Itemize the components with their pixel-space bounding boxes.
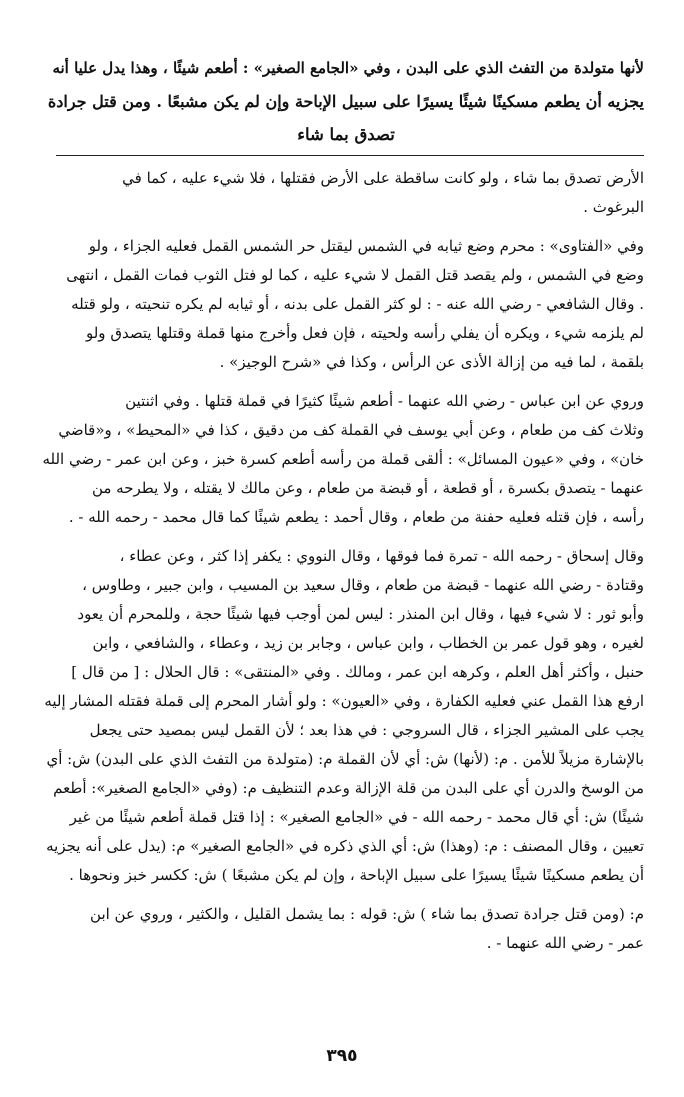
commentary-line: وفي «الفتاوى» : محرم وضع ثيابه في الشمس ليقتل حر الشمس القمل فعليه الجزاء ، ولو — [88, 237, 644, 255]
commentary-line: أن يطعم مسكينًا شيئًا يسيرًا على سبيل الإباحة ، وإن لم يكن مشبعًا ) ش: ككسر خبز ونحوها . — [69, 866, 644, 884]
commentary-line: بالإشارة مزيلاً للأمن . م: (لأنها) ش: أي لأن القملة م: (متولدة من التفث الذي على البدن) ش: أي — [46, 750, 644, 768]
commentary-paragraph — [40, 900, 644, 958]
page-number: ٣٩٥ — [326, 1046, 358, 1066]
commentary-line: ارفع هذا القمل عني فعليه الكفارة ، وفي «العيون» : ولو أشار المحرم إلى قملة فقتله المشار إليه — [44, 692, 644, 710]
commentary-line: م: (ومن قتل جرادة تصدق بما شاء ) ش: قوله : بما يشمل القليل ، والكثير ، وروي عن ابن — [90, 905, 644, 923]
commentary-line: من الوسخ والدرن أي على البدن من قلة الإزالة وعدم التنظيف م: (وفي «الجامع الصغير»: أطعم — [53, 779, 644, 797]
commentary-block — [40, 164, 644, 968]
commentary-line: وقال إسحاق - رحمه الله - تمرة فما فوقها ، وقال النووي : يكفر إذا كثر ، وعن عطاء ، — [119, 547, 644, 565]
main-text-line: يجزيه أن يطعم مسكينًا شيئًا يسيرًا على سبيل الإباحة وإن لم يكن مشبعًا . ومن قتل جرادة — [48, 92, 644, 111]
commentary-line: يجب على المشير الجزاء ، قال السروجي : في هذا بعد ؛ لأن القمل ليس بمصيد حتى يجعل — [89, 721, 644, 739]
commentary-line: رأسه ، فإن قتله فعليه حفنة من طعام ، وقال أحمد : يطعم شيئًا كما قال محمد - رحمه الله - . — [68, 508, 644, 526]
commentary-line: شيئًا) ش: أي قال محمد - رحمه الله - في «الجامع الصغير» : إذا قتل قملة أطعم شيئًا من غير — [69, 808, 644, 826]
main-text-line: لأنها متولدة من التفث الذي على البدن ، وفي «الجامع الصغير» : أطعم شيئًا ، وهذا يدل عليا أنه — [52, 59, 644, 77]
main-text-line: تصدق بما شاء — [297, 125, 395, 144]
commentary-line: عمر - رضي الله عنهما - . — [486, 934, 644, 952]
commentary-paragraph — [40, 232, 644, 377]
commentary-line: البرغوث . — [583, 198, 644, 216]
commentary-line: عنهما - يتصدق بكسرة ، أو قطعة ، أو قبضة من طعام ، وعن مالك لا يقتله ، ولا يطرحه من — [91, 479, 644, 497]
commentary-line: وأبو ثور : لا شيء فيها ، وقال ابن المنذر : ليس لمن أوجب فيها شيئًا حجة ، وللمحرم أن يعود — [77, 605, 644, 623]
commentary-line: الأرض تصدق بما شاء ، ولو كانت ساقطة على الأرض فقتلها ، فلا شيء عليه ، كما في — [122, 169, 644, 187]
separator-rule — [56, 155, 644, 156]
commentary-line: لغيره ، وهو قول عمر بن الخطاب ، وابن عباس ، وجابر بن زيد ، وعطاء ، والشافعي ، وابن — [92, 634, 644, 652]
commentary-line: وقتادة - رضي الله عنهما - قبضة من طعام ، وقال سعيد بن المسيب ، وابن جبير ، وطاوس ، — [82, 576, 644, 594]
commentary-line: تعيين ، وقال المصنف : م: (وهذا) ش: أي الذي ذكره في «الجامع الصغير» م: (يدل على أنه يجزيه — [46, 837, 644, 855]
commentary-line: حنبل ، وأكثر أهل العلم ، وكرهه ابن عمر ، ومالك . وفي «المنتقى» : قال الحلال : [ من قال ] — [71, 663, 644, 681]
commentary-line: وثلاث كف من طعام ، وعن أبي يوسف في القملة كف من دقيق ، كذا في «المحيط» ، و«قاضي — [58, 421, 644, 439]
commentary-paragraph — [40, 164, 644, 222]
commentary-line: بلقمة ، لما فيه من إزالة الأذى عن الرأس ، وكذا في «شرح الوجيز» . — [219, 353, 644, 371]
commentary-line: . وقال الشافعي - رضي الله عنه - : لو كثر القمل على بدنه ، أو ثيابه لم يكره تنحيته ، ولو قتله — [71, 295, 644, 313]
commentary-paragraph — [40, 542, 644, 890]
commentary-paragraph — [40, 387, 644, 532]
commentary-line: لم يلزمه شيء ، ويكره أن يفلي رأسه ولحيته ، فإن فعل وأخرج منها قملة وقتلها يتصدق ولو — [85, 324, 644, 342]
commentary-line: وروي عن ابن عباس - رضي الله عنهما - أطعم شيئًا كثيرًا في قملة قتلها . وفي اثنتين — [125, 392, 644, 410]
main-text-block — [48, 52, 644, 151]
commentary-line: خان» ، وفي «عيون المسائل» : ألقى قملة من رأسه أطعم كسرة خبز ، وعن ابن عمر - رضي الله — [42, 450, 644, 468]
commentary-line: وضع في الشمس ، ولم يقصد قتل القمل لا شيء عليه ، كما لو فتل الثوب فمات القمل ، انتهى — [66, 266, 644, 284]
